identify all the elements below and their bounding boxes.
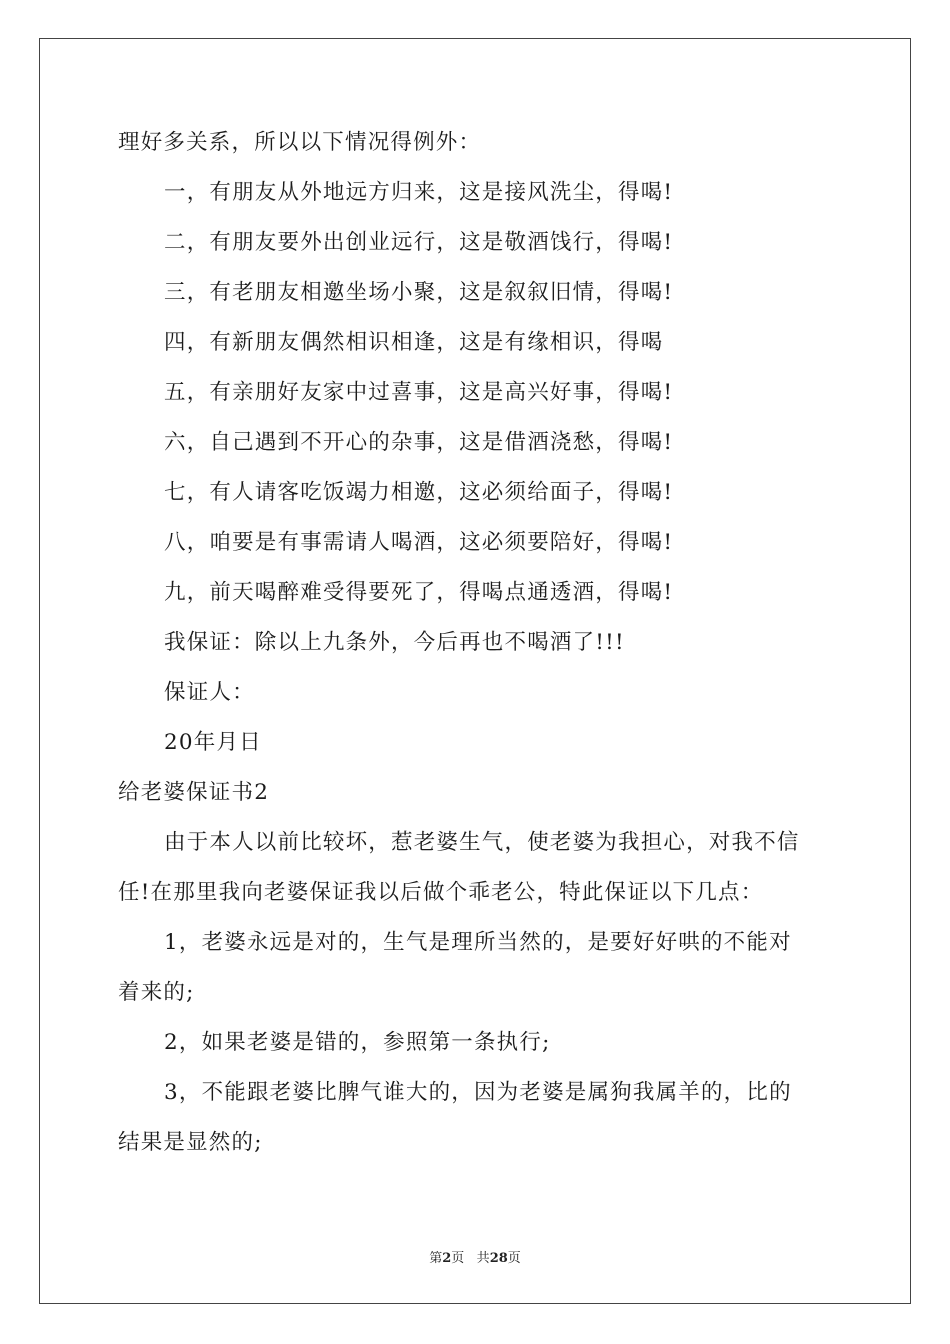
footer-total-unit: 页 <box>507 1251 521 1266</box>
date-line: 20年月日 <box>164 730 262 755</box>
section-title: 给老婆保证书2 <box>118 780 270 805</box>
text-line: 三，有老朋友相邀坐场小聚，这是叙叙旧情，得喝! <box>164 280 674 305</box>
text-line: 七，有人请客吃饭竭力相邀，这必须给面子，得喝! <box>164 480 674 505</box>
text-line: 二，有朋友要外出创业远行，这是敬酒饯行，得喝! <box>164 230 674 255</box>
text-line: 五，有亲朋好友家中过喜事，这是高兴好事，得喝! <box>164 380 674 405</box>
text-line: 任!在那里我向老婆保证我以后做个乖老公，特此保证以下几点： <box>118 880 764 905</box>
text-line: 六，自己遇到不开心的杂事，这是借酒浇愁，得喝! <box>164 430 674 455</box>
text-line: 结果是显然的; <box>118 1130 263 1155</box>
text-line: 八，咱要是有事需请人喝酒，这必须要陪好，得喝! <box>164 530 674 555</box>
text-line: 2，如果老婆是错的，参照第一条执行; <box>164 1030 551 1055</box>
text-line: 1，老婆永远是对的，生气是理所当然的，是要好好哄的不能对 <box>164 930 792 955</box>
signer-label: 保证人： <box>164 680 255 705</box>
text-line: 四，有新朋友偶然相识相逢，这是有缘相识，得喝 <box>164 330 664 355</box>
page-footer <box>0 1247 950 1266</box>
footer-page-number: 2 <box>442 1251 452 1266</box>
text-line: 一，有朋友从外地远方归来，这是接风洗尘，得喝! <box>164 180 674 205</box>
footer-page-unit: 页 <box>451 1251 465 1266</box>
text-line: 3，不能跟老婆比脾气谁大的，因为老婆是属狗我属羊的，比的 <box>164 1080 792 1105</box>
text-line: 九，前天喝醉难受得要死了，得喝点通透酒，得喝! <box>164 580 674 605</box>
footer-total-prefix: 共 <box>476 1251 490 1266</box>
text-line: 理好多关系，所以以下情况得例外： <box>118 130 482 155</box>
text-line: 我保证：除以上九条外，今后再也不喝酒了!!! <box>164 630 625 655</box>
text-line: 由于本人以前比较坏，惹老婆生气，使老婆为我担心，对我不信 <box>164 830 800 855</box>
footer-page-prefix: 第 <box>429 1251 443 1266</box>
footer-total-number: 28 <box>489 1251 508 1266</box>
text-line: 着来的; <box>118 980 195 1005</box>
